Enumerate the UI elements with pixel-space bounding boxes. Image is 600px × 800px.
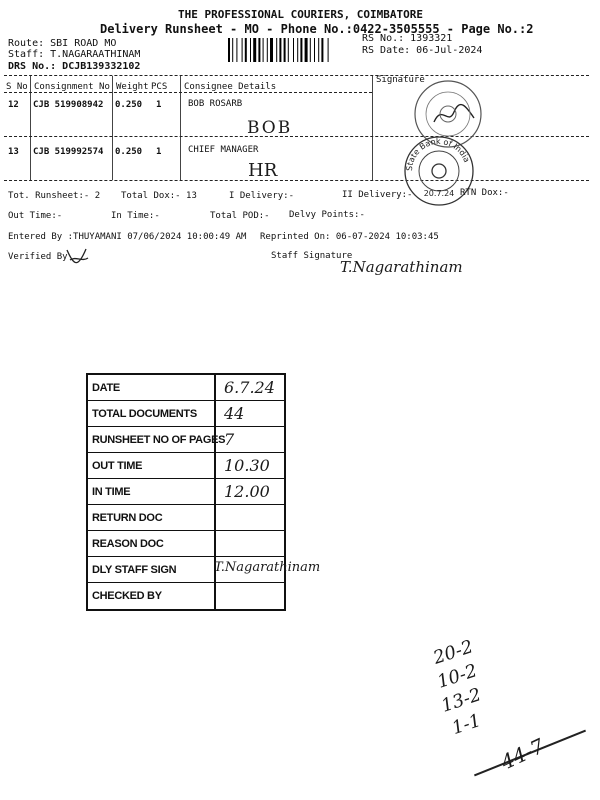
ii-delivery: II Delivery:- xyxy=(342,190,413,200)
slip-label: TOTAL DOCUMENTS xyxy=(92,408,197,420)
entered-by: Entered By :THUYAMANI 07/06/2024 10:00:49 AM xyxy=(8,232,247,242)
row-rule xyxy=(4,136,589,137)
slip-row-rule xyxy=(88,504,284,505)
col-divider xyxy=(372,76,373,180)
slip-row-rule xyxy=(88,556,284,557)
delivery-points: Delvy Points:- xyxy=(289,210,365,220)
tally-total: 44-7 xyxy=(497,733,548,775)
row-consignee: BOB ROSARB xyxy=(188,99,243,109)
col-consignment: Consignment No xyxy=(34,82,110,92)
row-consignment: CJB 519992574 xyxy=(33,147,104,157)
slip-value: 7 xyxy=(224,430,235,449)
total-pod: Total POD:- xyxy=(210,211,270,221)
slip-divider xyxy=(214,373,216,611)
svg-text:20.7.24: 20.7.24 xyxy=(423,189,455,198)
slip-label: IN TIME xyxy=(92,486,131,498)
slip-row-rule xyxy=(88,582,284,583)
col-pcs: PCS xyxy=(151,82,168,92)
tally-line: 20-2 xyxy=(430,636,476,669)
verified-by: Verified By xyxy=(8,252,68,262)
row-consignee: CHIEF MANAGER xyxy=(188,145,259,155)
i-delivery: I Delivery:- xyxy=(229,191,295,201)
handwritten-receiver: BOB xyxy=(247,118,293,138)
slip-row-rule xyxy=(88,478,284,479)
company-title: THE PROFESSIONAL COURIERS, COIMBATORE xyxy=(178,8,424,21)
total-dox: Total Dox:- 13 xyxy=(121,191,197,201)
row-pcs: 1 xyxy=(156,100,162,110)
handwritten-receiver: HR xyxy=(248,160,278,181)
staff-label: Staff: T.NAGARAATHINAM xyxy=(8,49,141,60)
slip-label: RETURN DOC xyxy=(92,512,163,524)
staff-signature-hand: T.Nagarathinam xyxy=(340,258,463,276)
tally-line: 13-2 xyxy=(438,684,484,717)
slip-label: DLY STAFF SIGN xyxy=(92,564,177,576)
row-sno: 13 xyxy=(8,147,19,157)
slip-value: T.Nagarathinam xyxy=(214,560,321,575)
col-signature: Signature xyxy=(376,75,425,85)
reprinted-on: Reprinted On: 06-07-2024 10:03:45 xyxy=(260,232,439,242)
col-sno: S No xyxy=(6,82,28,92)
col-consignee: Consignee Details xyxy=(184,82,277,92)
slip-label: RUNSHEET NO OF PAGES xyxy=(92,434,226,446)
slip-row-rule xyxy=(88,400,284,401)
table-bottom-rule xyxy=(4,180,589,181)
svg-text:State Bank of India: State Bank of India xyxy=(404,136,472,172)
slip-value: 10.30 xyxy=(224,456,270,475)
runsheet-title: Delivery Runsheet - MO - Phone No.:0422-3505555 - Page No.:2 xyxy=(100,22,534,36)
row-weight: 0.250 xyxy=(115,100,143,110)
slip-row-rule xyxy=(88,452,284,453)
slip-label: OUT TIME xyxy=(92,460,143,472)
row-weight: 0.250 xyxy=(115,147,143,157)
slip-row-rule xyxy=(88,530,284,531)
route-label: Route: SBI ROAD MO xyxy=(8,38,117,49)
slip-value: 6.7.24 xyxy=(224,378,275,397)
row-pcs: 1 xyxy=(156,147,162,157)
col-weight: Weight xyxy=(116,82,149,92)
drs-number: DRS No.: DCJB139332102 xyxy=(8,61,141,72)
tally-line: 1-1 xyxy=(449,710,484,739)
row-consignment: CJB 519908942 xyxy=(33,100,104,110)
out-time: Out Time:- xyxy=(8,211,63,221)
slip-label: DATE xyxy=(92,382,120,394)
header-rule xyxy=(4,92,372,93)
rs-number: RS No.: 1393321 xyxy=(362,33,453,44)
rtn-dox: RTN Dox:- xyxy=(460,188,509,198)
table-top-rule xyxy=(4,75,589,76)
slip-value: 12.00 xyxy=(224,482,270,501)
tot-runsheet: Tot. Runsheet:- 2 xyxy=(8,191,101,201)
slip-label: REASON DOC xyxy=(92,538,164,550)
rs-date: RS Date: 06-Jul-2024 xyxy=(362,45,483,56)
in-time: In Time:- xyxy=(111,211,160,221)
tally-line: 10-2 xyxy=(434,660,480,693)
slip-label: CHECKED BY xyxy=(92,590,162,602)
staff-signature-label: Staff Signature xyxy=(271,251,353,261)
row-sno: 12 xyxy=(8,100,19,110)
slip-row-rule xyxy=(88,426,284,427)
verified-scribble xyxy=(64,246,92,270)
barcode xyxy=(228,38,354,62)
slip-value: 44 xyxy=(224,404,245,423)
